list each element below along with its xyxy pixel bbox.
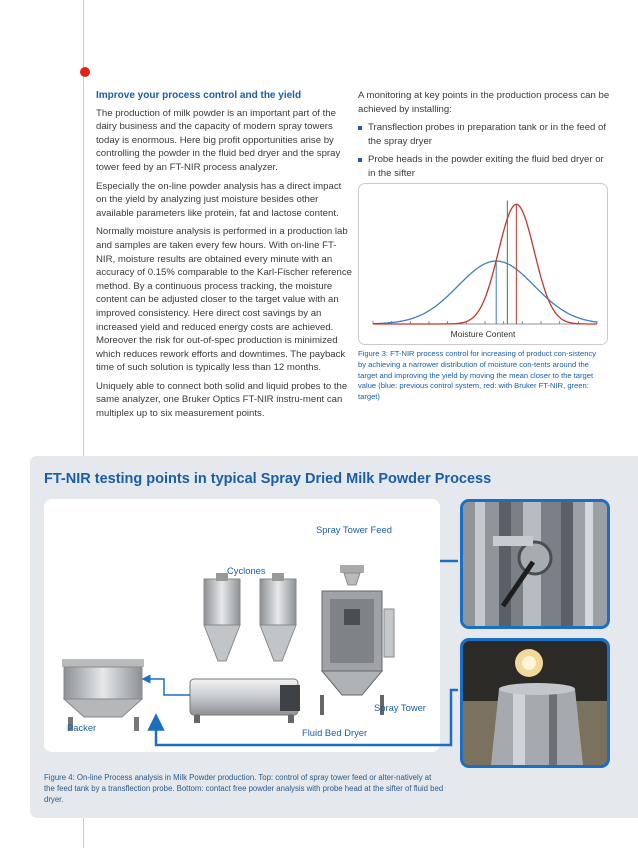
- connector-bottom: [156, 690, 458, 745]
- photo-contact-free-probe: [460, 638, 610, 768]
- paragraph: Especially the on-line powder analysis has a direct impact on the yield by analyzing just moisture besides other available parameters like protein, fat and lactose content.: [96, 180, 342, 219]
- label-spray-tower-feed: Spray Tower Feed: [316, 524, 392, 535]
- intro-text: A monitoring at key points in the production process can be achieved by installing:: [358, 90, 610, 115]
- label-fluid-bed-dryer: Fluid Bed Dryer: [302, 727, 368, 738]
- figure-4-caption: Figure 4: On-line Process analysis in Milk Powder production. Top: control of spray tower feed or alter-natively at the feed tank by a transflection probe. Bottom: contact free powder analysis with probe head at the sifter of fluid bed dryer.: [44, 773, 444, 804]
- figure-3-caption: Figure 3: FT-NIR process control for increasing of product con-sistency by achieving a narrower distribution of moisture con-tents around the target and improving the yield by moving the mean closer to the target value (blue: previous control system, red: with Bruker FT-NIR, green: target): [358, 349, 597, 402]
- x-axis-label: Moisture Content: [450, 329, 516, 339]
- paragraph: The production of milk powder is an important part of the dairy business and the capacity of modern spray towers today is enormous. Here big profit opportunities arise by controlling the powder in the fluid bed dryer and the spray tower feed by an FT-NIR process analyzer.: [96, 107, 341, 173]
- paragraph: Uniquely able to connect both solid and liquid probes to the same analyzer, one Bruker Optics FT-NIR instru-ment can multiplex up to six measurement points.: [96, 380, 348, 420]
- list-item: Probe heads in the powder exiting the fluid bed dryer or in the sifter: [358, 153, 610, 180]
- label-packer: Packer: [67, 722, 97, 733]
- photo-spray-feed-image: [463, 502, 607, 626]
- list-item: Transflection probes in preparation tank or in the feed of the spray dryer: [358, 121, 610, 148]
- panel-title: FT-NIR testing points in typical Spray Dried Milk Powder Process: [44, 471, 492, 487]
- label-cyclones: Cyclones: [227, 565, 266, 576]
- paragraph: Normally moisture analysis is performed in a production lab and samples are taken every few hours. With on-line FT-NIR, moisture results are obtained every minute with an accuracy of 0.15% comparable to the Karl-Fischer reference method. By a continuous process tracking, the moisture content can be adjusted closer to the target value with an improved consistency. Here direct cost savings by an increased yield and reduced energy costs are achieved. Moreover the risk for out-of-spec production is minimized which reduces rework efforts and downtimes. The payback time of such solution is typically less than 12 months.: [96, 226, 352, 374]
- photo-sifter-image: [463, 641, 607, 765]
- section-heading: Improve your process control and the yield: [96, 90, 302, 101]
- photo-transflection-probe: [460, 499, 610, 629]
- label-spray-tower: Spray Tower: [374, 702, 426, 713]
